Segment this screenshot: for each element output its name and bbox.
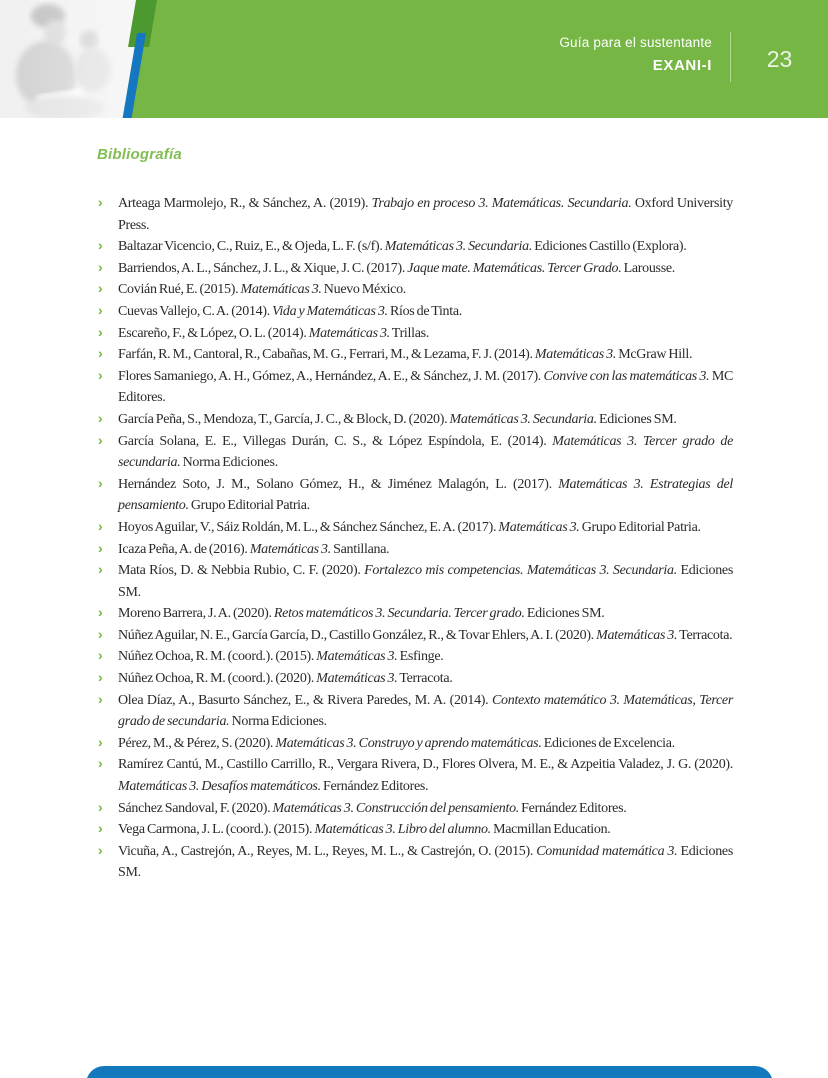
entry-text: Hoyos Aguilar, V., Sáiz Roldán, M. L., & Sánchez Sánchez, E. A. (2017). [118,519,499,535]
entry-title-text: Matemáticas 3. Construcción del pensamiento. [272,800,519,816]
entry-text: Cuevas Vallejo, C. A. (2014). [118,303,273,319]
entry-text: Vicuña, A., Castrejón, A., Reyes, M. L., Reyes, M. L., & Castrejón, O. (2015). [118,843,537,859]
entry-text: Esfinge. [397,649,444,665]
entry-title-text: Matemáticas 3. Secundaria. [384,239,533,255]
entry-bullet-icon: › [98,409,103,426]
entry-title-text: Jaque mate. Matemáticas. Tercer Grado. [407,260,622,276]
bibliography-entry [97,517,733,539]
entry-text: Mata Ríos, D. & Nebbia Rubio, C. F. (2020). [118,563,365,579]
exam-name: EXANI-I [652,56,712,74]
bibliography-entry [97,560,733,603]
entry-title-text: Matemáticas 3. [316,671,398,687]
entry-text: Núñez Ochoa, R. M. (coord.). (2020). [118,671,317,687]
entry-bullet-icon: › [98,625,103,642]
bibliography-entry [97,841,733,884]
entry-text: Barriendos, A. L., Sánchez, J. L., & Xique, J. C. (2017). [118,260,408,276]
entry-bullet-icon: › [98,604,103,621]
entry-bullet-icon: › [98,345,103,362]
entry-text: Fernández Editores. [518,800,627,816]
entry-text: Covián Rué, E. (2015). [118,282,241,298]
bibliography-entry [97,668,733,690]
entry-title-text: Trabajo en proceso 3. Matemáticas. Secundaria. [371,196,632,211]
bibliography-entry [97,409,733,431]
entry-bullet-icon: › [98,280,103,297]
bibliography-entry [97,431,733,474]
entry-bullet-icon: › [98,474,103,491]
entry-bullet-icon: › [98,755,103,772]
entry-bullet-icon: › [98,561,103,578]
entry-text: Ríos de Tinta. [387,303,462,319]
entry-title-text: Matemáticas 3. Tercer grado de secundaria. [118,433,734,471]
entry-title-text: Matemáticas 3. Construyo y aprendo matemáticas. [275,735,542,751]
bibliography-entry [97,819,733,841]
entry-text: Nuevo México. [321,282,406,298]
entry-title-text: Vida y Matemáticas 3. [272,303,388,319]
entry-bullet-icon: › [98,517,103,534]
entry-bullet-icon: › [98,323,103,340]
entry-text: MC Editores. [118,368,734,406]
entry-text: Terracota. [397,671,453,687]
bibliography-entry [97,539,733,561]
header-titles [559,36,712,73]
entry-text: Vega Carmona, J. L. (coord.). (2015). [118,822,315,838]
guide-title: Guía para el sustentante [559,35,712,50]
entry-bullet-icon: › [98,258,103,275]
entry-text: Escareño, F., & López, O. L. (2014). [118,325,309,341]
entry-bullet-icon: › [98,798,103,815]
bibliography-entry [97,193,733,236]
entry-text: Fernández Editores. [320,779,429,795]
bibliography-entry [97,733,733,755]
entry-title-text: Matemáticas 3. [498,519,580,535]
bibliography-entry [97,690,733,733]
entry-title-text: Matemáticas 3. Libro del alumno. [314,822,491,838]
entry-title-text: Matemáticas 3. Estrategias del pensamiento. [118,476,734,514]
entry-text: Oxford University Press. [118,196,733,233]
entry-text: Macmillan Education. [490,822,611,838]
entry-text: Ediciones SM. [118,563,733,600]
entry-bullet-icon: › [98,539,103,556]
bibliography-heading: Bibliografía [97,146,182,163]
bibliography-entry [97,603,733,625]
entry-text: Norma Ediciones. [229,714,327,730]
entry-text: Ramírez Cantú, M., Castillo Carrillo, R., Vergara Rivera, D., Flores Olvera, M. E., & Azpeitia Valadez, J. G. (2020). [118,757,733,773]
entry-title-text: Matemáticas 3. [240,282,322,298]
bibliography-entry [97,279,733,301]
page-number: 23 [766,45,793,72]
entry-text: Pérez, M., & Pérez, S. (2020). [118,735,276,751]
entry-bullet-icon: › [98,237,103,254]
entry-text: Ediciones SM. [524,606,605,622]
bibliography-section [0,118,828,884]
entry-text: Ediciones de Excelencia. [541,735,675,751]
entry-text: Ediciones SM. [118,843,733,881]
entry-text: Moreno Barrera, J. A. (2020). [118,606,274,622]
entry-text: Hernández Soto, J. M., Solano Gómez, H., & Jiménez Malagón, L. (2017). [118,476,559,492]
bibliography-entry [97,366,733,409]
entry-title-text: Contexto matemático 3. Matemáticas, Tercer grado de secundaria. [118,692,733,730]
entry-text: Larousse. [621,260,675,276]
bibliography-entry [97,301,733,323]
entry-bullet-icon: › [98,366,103,383]
bibliography-entry [97,323,733,345]
entry-text: McGraw Hill. [616,347,693,363]
entry-text: Ediciones Castillo (Explora). [532,239,687,255]
entry-bullet-icon: › [98,733,103,750]
entry-text: Núñez Ochoa, R. M. (coord.). (2015). [118,649,317,665]
entry-text: Arteaga Marmolejo, R., & Sánchez, A. (2019). [118,196,372,211]
entry-text: Núñez Aguilar, N. E., García García, D., Castillo González, R., & Tovar Ehlers, A. I. (2020). [118,627,597,643]
entry-bullet-icon: › [98,841,103,858]
entry-title-text: Matemáticas 3. Desafíos matemáticos. [118,779,321,795]
entry-title-text: Matemáticas 3. [249,541,331,557]
footer-bar [86,1066,773,1078]
entry-title-text: Convive con las matemáticas 3. [543,368,710,384]
bibliography-list [97,193,733,884]
entry-text: Ediciones SM. [596,411,677,427]
bibliography-entry [97,646,733,668]
entry-title-text: Matemáticas 3. [596,627,678,643]
entry-bullet-icon: › [98,194,103,210]
entry-bullet-icon: › [98,301,103,318]
entry-text: Grupo Editorial Patria. [188,498,310,514]
entry-text: Icaza Peña, A. de (2016). [118,541,250,557]
entry-text: García Peña, S., Mendoza, T., García, J. C., & Block, D. (2020). [118,411,450,427]
entry-text: Baltazar Vicencio, C., Ruiz, E., & Ojeda, L. F. (s/f). [118,239,385,255]
entry-text: Olea Díaz, A., Basurto Sánchez, E., & Rivera Paredes, M. A. (2014). [118,692,493,708]
entry-title-text: Matemáticas 3. [308,325,390,341]
entry-text: Terracota. [677,627,733,643]
entry-bullet-icon: › [98,431,103,448]
entry-bullet-icon: › [98,820,103,837]
entry-title-text: Comunidad matemática 3. [536,843,678,859]
bibliography-entry [97,344,733,366]
entry-title-text: Matemáticas 3. [534,347,617,363]
entry-text: Santillana. [330,541,390,557]
bibliography-entry [97,798,733,820]
bibliography-entry [97,474,733,517]
entry-text: Farfán, R. M., Cantoral, R., Cabañas, M. G., Ferrari, M., & Lezama, F. J. (2014). [118,347,535,363]
entry-bullet-icon: › [98,690,103,707]
entry-title-text: Retos matemáticos 3. Secundaria. Tercer grado. [273,606,525,622]
entry-title-text: Fortalezco mis competencias. Matemáticas 3. Secundaria. [364,563,677,579]
entry-text: Flores Samaniego, A. H., Gómez, A., Hernández, A. E., & Sánchez, J. M. (2017). [118,368,544,384]
entry-bullet-icon: › [98,647,103,664]
entry-text: Norma Ediciones. [180,455,278,471]
bibliography-entry [97,754,733,797]
entry-text: Grupo Editorial Patria. [579,519,701,535]
entry-bullet-icon: › [98,669,103,686]
bibliography-entry [97,625,733,647]
bibliography-entry [97,258,733,280]
entry-text: García Solana, E. E., Villegas Durán, C. S., & López Espíndola, E. (2014). [118,433,553,449]
entry-text: Sánchez Sandoval, F. (2020). [118,800,273,816]
entry-title-text: Matemáticas 3. [316,649,398,665]
page-header [0,0,828,118]
entry-title-text: Matemáticas 3. Secundaria. [449,411,597,427]
entry-text: Trillas. [389,325,429,341]
bibliography-entry [97,236,733,258]
